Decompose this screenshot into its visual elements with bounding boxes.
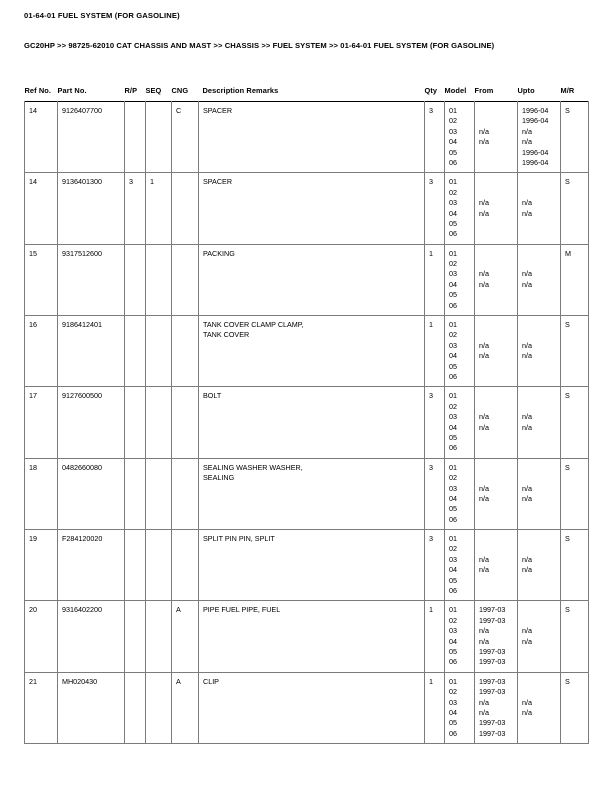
cell-from: 1997-03 1997-03 n/a n/a 1997-03 1997-03 bbox=[475, 601, 518, 672]
cell-qty: 1 bbox=[425, 601, 445, 672]
cell-qty: 3 bbox=[425, 458, 445, 529]
cell-rp bbox=[125, 316, 146, 387]
page-title: 01-64-01 FUEL SYSTEM (FOR GASOLINE) bbox=[24, 11, 180, 20]
cell-description: SEALING WASHER WASHER, SEALING bbox=[199, 458, 425, 529]
cell-description: PACKING bbox=[199, 244, 425, 315]
table-row bbox=[25, 458, 589, 529]
cell-ref-no: 19 bbox=[25, 530, 58, 601]
cell-qty: 1 bbox=[425, 672, 445, 743]
cell-part-no[interactable]: 9316402200 bbox=[58, 601, 125, 672]
cell-rp bbox=[125, 102, 146, 173]
cell-description: TANK COVER CLAMP CLAMP, TANK COVER bbox=[199, 316, 425, 387]
cell-model: 01 02 03 04 05 06 bbox=[445, 244, 475, 315]
cell-rp bbox=[125, 672, 146, 743]
cell-ref-no: 17 bbox=[25, 387, 58, 458]
cell-qty: 3 bbox=[425, 173, 445, 244]
cell-mr: S bbox=[561, 601, 589, 672]
cell-ref-no: 21 bbox=[25, 672, 58, 743]
column-header-description: Description Remarks bbox=[202, 86, 279, 95]
cell-mr: S bbox=[561, 458, 589, 529]
cell-mr: S bbox=[561, 530, 589, 601]
cell-from: n/a n/a bbox=[475, 316, 518, 387]
cell-model: 01 02 03 04 05 06 bbox=[445, 102, 475, 173]
cell-part-no[interactable]: 9317512600 bbox=[58, 244, 125, 315]
cell-qty: 3 bbox=[425, 387, 445, 458]
cell-from: n/a n/a bbox=[475, 244, 518, 315]
cell-rp: 3 bbox=[125, 173, 146, 244]
cell-qty: 3 bbox=[425, 530, 445, 601]
cell-from: n/a n/a bbox=[475, 530, 518, 601]
parts-table-container bbox=[24, 86, 588, 744]
column-header-rp: R/P bbox=[124, 86, 138, 95]
cell-upto: n/a n/a bbox=[518, 601, 561, 672]
cell-rp bbox=[125, 601, 146, 672]
cell-model: 01 02 03 04 05 06 bbox=[445, 173, 475, 244]
cell-part-no[interactable]: 9127600500 bbox=[58, 387, 125, 458]
cell-part-no[interactable]: F284120020 bbox=[58, 530, 125, 601]
column-header-part-no: Part No. bbox=[57, 86, 87, 95]
cell-seq: 1 bbox=[146, 173, 172, 244]
cell-ref-no: 18 bbox=[25, 458, 58, 529]
cell-mr: S bbox=[561, 387, 589, 458]
cell-seq bbox=[146, 530, 172, 601]
cell-from: n/a n/a bbox=[475, 458, 518, 529]
cell-model: 01 02 03 04 05 06 bbox=[445, 530, 475, 601]
cell-rp bbox=[125, 387, 146, 458]
cell-seq bbox=[146, 102, 172, 173]
table-header bbox=[25, 86, 589, 102]
cell-seq bbox=[146, 244, 172, 315]
table-row bbox=[25, 173, 589, 244]
cell-upto: n/a n/a bbox=[518, 173, 561, 244]
cell-cng bbox=[172, 316, 199, 387]
cell-part-no[interactable]: 9126407700 bbox=[58, 102, 125, 173]
table-body bbox=[25, 102, 589, 744]
table-row bbox=[25, 672, 589, 743]
cell-model: 01 02 03 04 05 06 bbox=[445, 601, 475, 672]
table-row bbox=[25, 244, 589, 315]
cell-model: 01 02 03 04 05 06 bbox=[445, 672, 475, 743]
cell-cng bbox=[172, 173, 199, 244]
column-header-qty: Qty bbox=[424, 86, 438, 95]
cell-part-no[interactable]: 9186412401 bbox=[58, 316, 125, 387]
cell-qty: 1 bbox=[425, 244, 445, 315]
cell-ref-no: 15 bbox=[25, 244, 58, 315]
cell-seq bbox=[146, 316, 172, 387]
cell-ref-no: 16 bbox=[25, 316, 58, 387]
cell-ref-no: 20 bbox=[25, 601, 58, 672]
table-row bbox=[25, 316, 589, 387]
table-row bbox=[25, 102, 589, 173]
cell-ref-no: 14 bbox=[25, 102, 58, 173]
cell-upto: n/a n/a bbox=[518, 316, 561, 387]
cell-seq bbox=[146, 601, 172, 672]
column-header-cng: CNG bbox=[171, 86, 189, 95]
cell-upto: 1996-04 1996-04 n/a n/a 1996-04 1996-04 bbox=[518, 102, 561, 173]
table-row bbox=[25, 387, 589, 458]
cell-upto: n/a n/a bbox=[518, 244, 561, 315]
cell-description: SPACER bbox=[199, 173, 425, 244]
cell-description: CLIP bbox=[199, 672, 425, 743]
cell-part-no[interactable]: MH020430 bbox=[58, 672, 125, 743]
cell-mr: S bbox=[561, 173, 589, 244]
cell-description: PIPE FUEL PIPE, FUEL bbox=[199, 601, 425, 672]
cell-upto: n/a n/a bbox=[518, 458, 561, 529]
cell-model: 01 02 03 04 05 06 bbox=[445, 316, 475, 387]
cell-from: n/a n/a bbox=[475, 387, 518, 458]
cell-part-no[interactable]: 9136401300 bbox=[58, 173, 125, 244]
cell-qty: 1 bbox=[425, 316, 445, 387]
cell-mr: S bbox=[561, 102, 589, 173]
cell-cng: A bbox=[172, 672, 199, 743]
column-header-upto: Upto bbox=[517, 86, 535, 95]
breadcrumb: GC20HP >> 98725-62010 CAT CHASSIS AND MAST >> CHASSIS >> FUEL SYSTEM >> 01-64-01 FUEL SYSTEM (FOR GASOLINE) bbox=[24, 41, 495, 50]
cell-upto: n/a n/a bbox=[518, 530, 561, 601]
cell-description: BOLT bbox=[199, 387, 425, 458]
cell-rp bbox=[125, 458, 146, 529]
cell-seq bbox=[146, 458, 172, 529]
column-header-mr: M/R bbox=[560, 86, 575, 95]
cell-rp bbox=[125, 244, 146, 315]
parts-table bbox=[24, 86, 589, 744]
cell-cng bbox=[172, 530, 199, 601]
cell-mr: S bbox=[561, 316, 589, 387]
cell-seq bbox=[146, 672, 172, 743]
cell-ref-no: 14 bbox=[25, 173, 58, 244]
cell-rp bbox=[125, 530, 146, 601]
cell-mr: M bbox=[561, 244, 589, 315]
cell-part-no[interactable]: 0482660080 bbox=[58, 458, 125, 529]
column-header-from: From bbox=[474, 86, 494, 95]
cell-from: 1997-03 1997-03 n/a n/a 1997-03 1997-03 bbox=[475, 672, 518, 743]
cell-cng: A bbox=[172, 601, 199, 672]
table-row bbox=[25, 601, 589, 672]
column-header-seq: SEQ bbox=[145, 86, 162, 95]
cell-cng bbox=[172, 458, 199, 529]
cell-cng bbox=[172, 387, 199, 458]
cell-description: SPACER bbox=[199, 102, 425, 173]
cell-qty: 3 bbox=[425, 102, 445, 173]
cell-upto: n/a n/a bbox=[518, 672, 561, 743]
cell-cng: C bbox=[172, 102, 199, 173]
cell-description: SPLIT PIN PIN, SPLIT bbox=[199, 530, 425, 601]
table-row bbox=[25, 530, 589, 601]
column-header-ref-no: Ref No. bbox=[24, 86, 52, 95]
cell-model: 01 02 03 04 05 06 bbox=[445, 458, 475, 529]
cell-model: 01 02 03 04 05 06 bbox=[445, 387, 475, 458]
cell-from: n/a n/a bbox=[475, 102, 518, 173]
cell-seq bbox=[146, 387, 172, 458]
cell-mr: S bbox=[561, 672, 589, 743]
cell-cng bbox=[172, 244, 199, 315]
cell-upto: n/a n/a bbox=[518, 387, 561, 458]
cell-from: n/a n/a bbox=[475, 173, 518, 244]
column-header-model: Model bbox=[444, 86, 467, 95]
